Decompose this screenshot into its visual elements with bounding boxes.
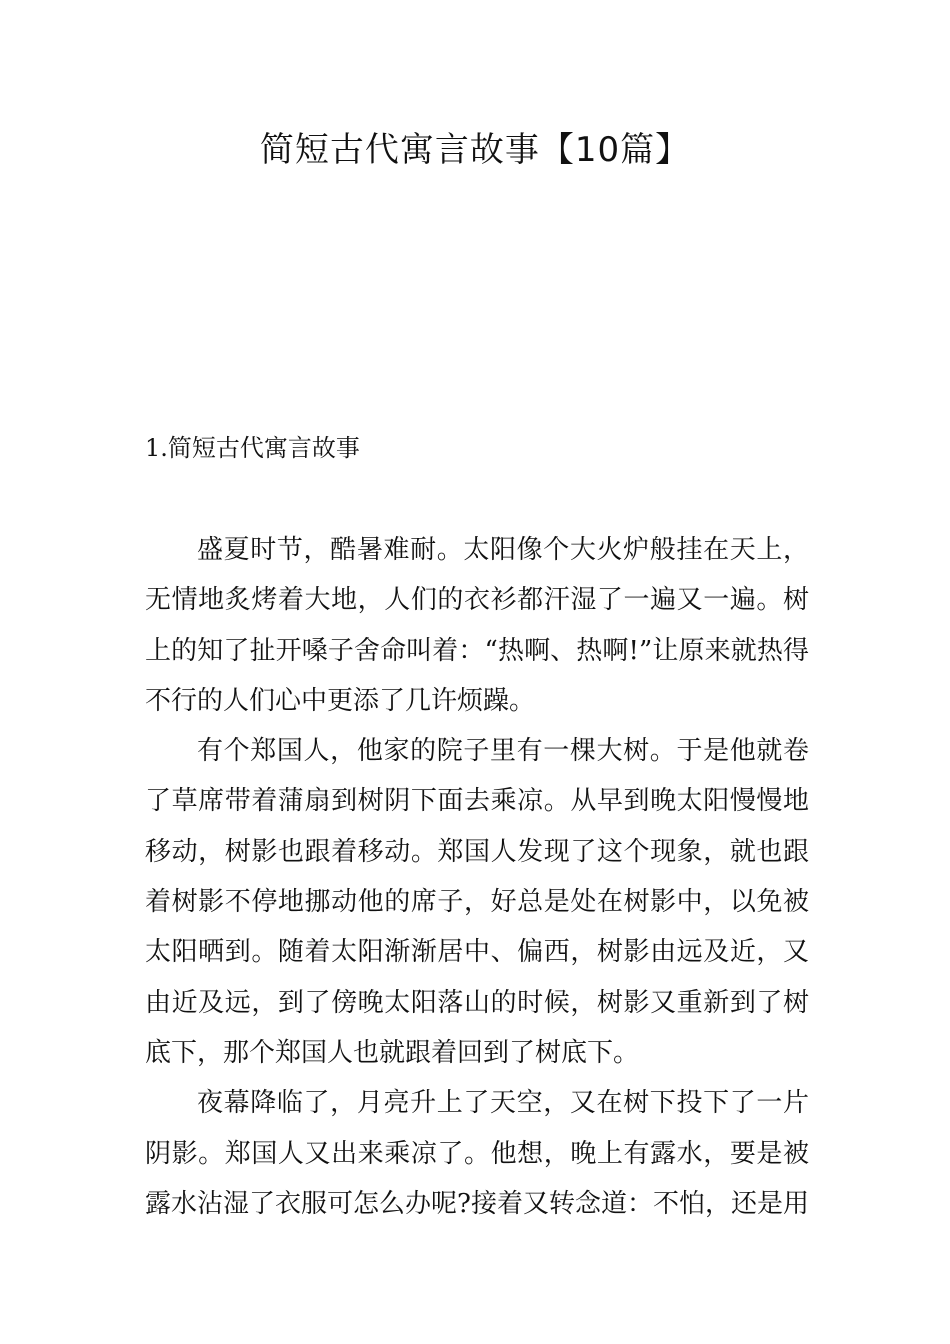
story-paragraph: 有个郑国人，他家的院子里有一棵大树。于是他就卷了草席带着蒲扇到树阴下面去乘凉。从早到晚太阳慢慢地移动，树影也跟着移动。郑国人发现了这个现象，就也跟着树影不停地挪动他的席子，好总是处在树影中，以免被太阳晒到。随着太阳渐渐居中、偏西，树影由远及近，又由近及远，到了傍晚太阳落山的时候，树影又重新到了树底下，那个郑国人也就跟着回到了树底下。 <box>145 736 809 1068</box>
section-heading: 1.简短古代寓言故事 <box>145 434 360 462</box>
document-title: 简短古代寓言故事【10篇】 <box>259 130 691 170</box>
story-paragraph: 盛夏时节，酷暑难耐。太阳像个大火炉般挂在天上，无情地炙烤着大地，人们的衣衫都汗湿了一遍又一遍。树上的知了扯开嗓子舍命叫着：“热啊、热啊!”让原来就热得不行的人们心中更添了几许烦躁。 <box>145 535 809 716</box>
story-body <box>145 525 809 1229</box>
story-paragraph: 夜幕降临了，月亮升上了天空，又在树下投下了一片阴影。郑国人又出来乘凉了。他想，晚上有露水，要是被露水沾湿了衣服可怎么办呢?接着又转念道：不怕，还是用 <box>145 1088 809 1219</box>
